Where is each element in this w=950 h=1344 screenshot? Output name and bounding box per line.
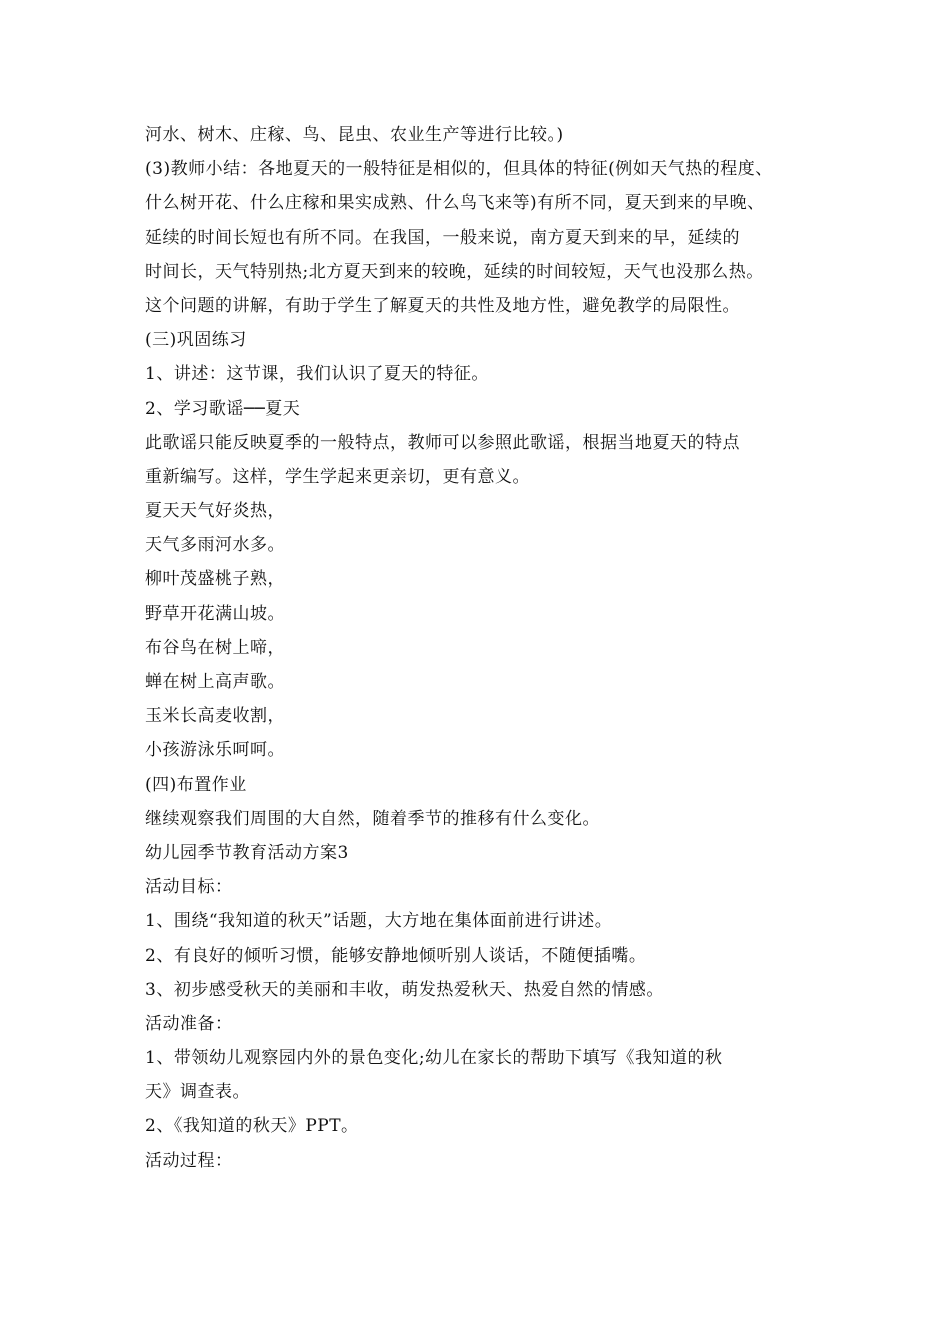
- paragraph: [145, 289, 817, 323]
- paragraph: [145, 1109, 817, 1143]
- text-line: 活动过程：: [145, 1150, 233, 1171]
- text-line: 天》调查表。: [145, 1082, 250, 1103]
- paragraph: [145, 939, 817, 973]
- text-line: 这个问题的讲解，有助于学生了解夏天的共性及地方性，避免教学的局限性。: [145, 295, 740, 316]
- text-line: 2、有良好的倾听习惯，能够安静地倾听别人谈话，不随便插嘴。: [145, 945, 647, 966]
- text-line: (四)布置作业: [145, 774, 247, 795]
- text-line: 延续的时间长短也有所不同。在我国，一般来说，南方夏天到来的早，延续的: [145, 227, 740, 248]
- paragraph: [145, 904, 817, 938]
- text-line: 什么树开花、什么庄稼和果实成熟、什么鸟飞来等)有所不同，夏天到来的早晚、: [145, 193, 765, 214]
- text-line: (3)教师小结：各地夏天的一般特征是相似的，但具体的特征(例如天气热的程度、: [145, 159, 773, 180]
- paragraph: [145, 699, 817, 733]
- text-line: 2、学习歌谣──夏天: [145, 398, 301, 419]
- text-line: 时间长，天气特别热;北方夏天到来的较晚，延续的时间较短，天气也没那么热。: [145, 261, 764, 282]
- text-line: 柳叶茂盛桃子熟，: [145, 569, 285, 590]
- text-line: 河水、树木、庄稼、鸟、昆虫、农业生产等进行比较。): [145, 125, 564, 145]
- paragraph: [145, 870, 817, 904]
- text-line: 3、初步感受秋天的美丽和丰收，萌发热爱秋天、热爱自然的情感。: [145, 979, 664, 1000]
- text-line: 1、讲述：这节课，我们认识了夏天的特征。: [145, 364, 489, 385]
- paragraph: [145, 1041, 817, 1109]
- text-line: 重新编写。这样，学生学起来更亲切，更有意义。: [145, 466, 530, 487]
- paragraph: [145, 733, 817, 767]
- document-page: [145, 118, 817, 1178]
- paragraph: [145, 357, 817, 391]
- text-line: 2、《我知道的秋天》PPT。: [145, 1116, 359, 1137]
- paragraph: [145, 665, 817, 699]
- paragraph: [145, 323, 817, 357]
- paragraph: [145, 118, 817, 152]
- paragraph: [145, 494, 817, 528]
- text-line: 小孩游泳乐呵呵。: [145, 740, 285, 761]
- paragraph: [145, 392, 817, 426]
- paragraph: [145, 528, 817, 562]
- paragraph: [145, 973, 817, 1007]
- text-line: (三)巩固练习: [145, 330, 247, 351]
- text-line: 野草开花满山坡。: [145, 603, 285, 624]
- paragraph: [145, 802, 817, 836]
- text-line: 幼儿园季节教育活动方案3: [145, 842, 349, 863]
- text-line: 1、围绕“我知道的秋天”话题，大方地在集体面前进行讲述。: [145, 911, 613, 932]
- paragraph: [145, 768, 817, 802]
- paragraph: [145, 631, 817, 665]
- text-line: 1、带领幼儿观察园内外的景色变化;幼儿在家长的帮助下填写《我知道的秋: [145, 1048, 723, 1069]
- paragraph: [145, 426, 817, 494]
- text-line: 蝉在树上高声歌。: [145, 672, 285, 692]
- paragraph: [145, 1144, 817, 1178]
- text-line: 继续观察我们周围的大自然，随着季节的推移有什么变化。: [145, 808, 600, 829]
- text-line: 此歌谣只能反映夏季的一般特点，教师可以参照此歌谣，根据当地夏天的特点: [145, 432, 740, 453]
- text-line: 活动目标：: [145, 877, 233, 898]
- paragraph: [145, 597, 817, 631]
- text-line: 天气多雨河水多。: [145, 535, 285, 556]
- text-line: 玉米长高麦收割，: [145, 706, 285, 727]
- paragraph: [145, 152, 817, 289]
- paragraph: [145, 562, 817, 596]
- paragraph: [145, 836, 817, 870]
- paragraph: [145, 1007, 817, 1041]
- text-line: 夏天天气好炎热，: [145, 501, 285, 522]
- text-line: 活动准备：: [145, 1013, 233, 1034]
- text-line: 布谷鸟在树上啼，: [145, 637, 285, 658]
